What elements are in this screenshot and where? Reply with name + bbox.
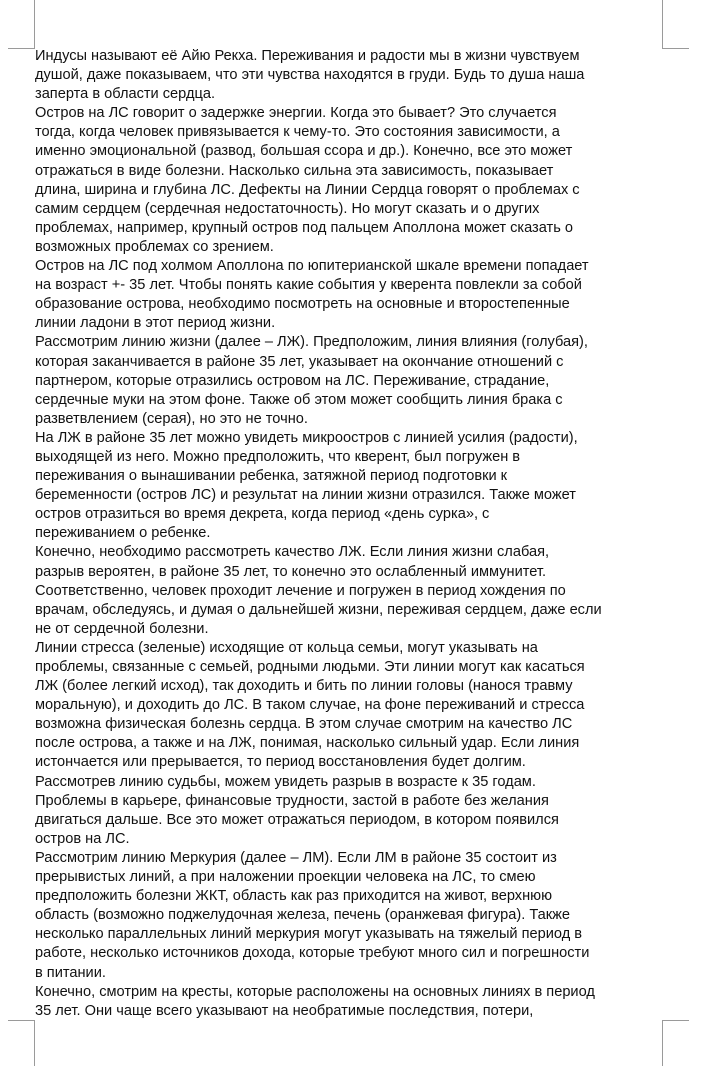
text-line: ЛЖ (более легкий исход), так доходить и бить по линии головы (нанося травму: [35, 678, 573, 695]
text-line: выходящей из него. Можно предположить, что кверент, был погружен в: [35, 448, 521, 465]
text-line: переживания о вынашивании ребенка, затяжной период подготовки к: [35, 468, 508, 485]
text-line: остров на ЛС.: [35, 830, 130, 847]
text-line: душой, даже показываем, что эти чувства находятся в груди. Будь то душа наша: [35, 67, 585, 84]
text-line: самим сердцем (сердечная недостаточность). Но могут сказать и о других: [35, 200, 540, 217]
text-line: область (возможно поджелудочная железа, печень (оранжевая фигура). Также: [35, 907, 570, 924]
text-line: Рассмотрим линию жизни (далее – ЛЖ). Предположим, линия влияния (голубая),: [35, 334, 588, 351]
text-line: после острова, а также и на ЛЖ, понимая, насколько сильный удар. Если линия: [35, 735, 580, 752]
text-line: именно эмоциональной (развод, большая ссора и др.). Конечно, все это может: [35, 143, 573, 160]
text-line: разрыв вероятен, в районе 35 лет, то конечно это ослабленный иммунитет.: [35, 563, 547, 580]
text-line: Остров на ЛС под холмом Аполлона по юпитерианской шкале времени попадает: [35, 258, 589, 275]
text-line: проблемах, например, крупный остров под пальцем Аполлона может сказать о: [35, 219, 573, 236]
text-line: Рассмотрев линию судьбы, можем увидеть разрыв в возрасте к 35 годам.: [35, 773, 536, 790]
text-line: не от сердечной болезни.: [35, 620, 209, 637]
text-line: Проблемы в карьере, финансовые трудности, застой в работе без желания: [35, 792, 549, 809]
text-line: работе, несколько источников дохода, которые требуют много сил и погрешности: [35, 945, 590, 962]
text-line: предположить болезни ЖКТ, область как раз приходится на живот, верхнюю: [35, 888, 553, 905]
text-line: прерывистых линий, а при наложении проекции человека на ЛС, то смею: [35, 869, 536, 886]
body-text: [35, 47, 665, 1021]
text-line: проблемы, связанные с семьей, родными людьми. Эти линии могут как касаться: [35, 659, 585, 675]
text-line: на возраст +- 35 лет. Чтобы понять какие события у кверента повлекли за собой: [35, 277, 582, 294]
text-line: партнером, которые отразились островом на ЛС. Переживание, страдание,: [35, 372, 550, 389]
text-line: переживанием о ребенке.: [35, 525, 211, 542]
text-line: Рассмотрим линию Меркурия (далее – ЛМ). Если ЛМ в районе 35 состоит из: [35, 849, 557, 866]
text-line: Остров на ЛС говорит о задержке энергии. Когда это бывает? Это случается: [35, 105, 557, 122]
text-line: тогда, когда человек привязывается к чему-то. Это состояния зависимости, а: [35, 124, 560, 141]
text-line: разветвлением (серая), но это не точно.: [35, 410, 308, 427]
text-line: врачам, обследуясь, и думая о дальнейшей жизни, переживая сердцем, даже если: [35, 601, 602, 618]
text-line: истончается или прерывается, то период восстановления будет долгим.: [35, 754, 526, 771]
text-line: линии ладони в этот период жизни.: [35, 315, 276, 332]
text-line: Линии стресса (зеленые) исходящие от кольца семьи, могут указывать на: [35, 639, 538, 656]
text-line: сердечные муки на этом фоне. Также об этом может сообщить линия брака с: [35, 391, 563, 408]
crop-mark-bottom-left: [8, 1020, 35, 1066]
text-line: в питании.: [35, 964, 106, 981]
text-line: двигаться дальше. Все это может отражаться периодом, в котором появился: [35, 811, 559, 828]
text-line: Соответственно, человек проходит лечение и погружен в период хождения по: [35, 582, 566, 599]
text-line: длина, ширина и глубина ЛС. Дефекты на Линии Сердца говорят о проблемах с: [35, 181, 580, 198]
text-line: несколько параллельных линий меркурия могут указывать на тяжелый период в: [35, 926, 583, 943]
crop-mark-top-right: [662, 0, 689, 49]
text-line: моральную), и доходить до ЛС. В таком случае, на фоне переживаний и стресса: [35, 697, 585, 714]
crop-mark-top-left: [8, 0, 35, 49]
text-line: которая заканчивается в районе 35 лет, указывает на окончание отношений с: [35, 353, 564, 370]
text-line: остров отразиться во время декрета, когда период «день сурка», с: [35, 506, 490, 523]
text-line: Конечно, смотрим на кресты, которые расположены на основных линиях в период: [35, 983, 595, 1000]
text-line: отражаться в виде болезни. Насколько сильна эта зависимость, показывает: [35, 162, 554, 179]
text-line: Индусы называют её Айю Рекха. Переживания и радости мы в жизни чувствуем: [35, 48, 580, 64]
text-line: беременности (остров ЛС) и результат на линии жизни отразился. Также может: [35, 487, 576, 504]
text-line: На ЛЖ в районе 35 лет можно увидеть микроостров с линией усилия (радости),: [35, 429, 578, 446]
text-line: образование острова, необходимо посмотреть на основные и второстепенные: [35, 296, 570, 313]
text-line: Конечно, необходимо рассмотреть качество ЛЖ. Если линия жизни слабая,: [35, 544, 550, 561]
text-line: возможных проблемах со зрением.: [35, 238, 274, 255]
text-line: 35 лет. Они чаще всего указывают на необратимые последствия, потери,: [35, 1002, 534, 1019]
crop-mark-bottom-right: [662, 1020, 689, 1066]
text-line: возможна физическая болезнь сердца. В этом случае смотрим на качество ЛС: [35, 716, 573, 733]
text-line: заперта в области сердца.: [35, 86, 215, 103]
